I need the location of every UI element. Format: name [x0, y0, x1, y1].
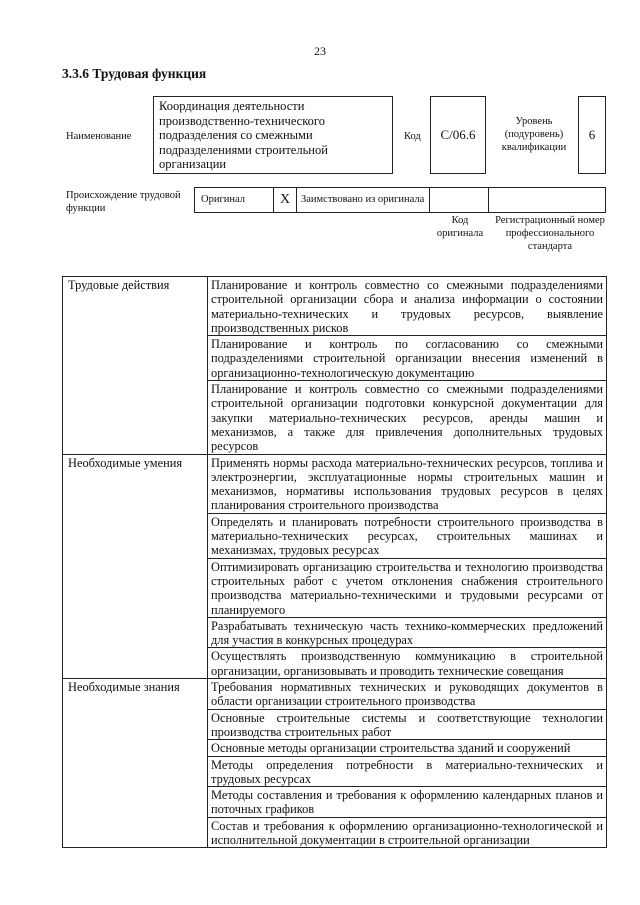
item-cell: Планирование и контроль по согласованию со смежными подразделениями строительной организации внесения изменений в организационно-технологическую документацию	[208, 336, 607, 381]
item-cell: Состав и требования к оформлению организационно-технологической и исполнительной документации в строительной организации	[208, 817, 607, 848]
original-mark-cell	[273, 187, 297, 213]
reg-number-cell	[488, 187, 606, 213]
item-cell: Основные методы организации строительства зданий и сооружений	[208, 740, 607, 756]
category-cell: Необходимые умения	[63, 454, 208, 678]
item-cell: Осуществлять производственную коммуникацию в строительной организации, организовывать и проводить технические совещания	[208, 648, 607, 679]
function-code-box: С/06.6	[430, 96, 486, 174]
code-label: Код	[404, 131, 421, 142]
item-cell: Оптимизировать организацию строительства и технологию производства строительных работ с учетом отклонения снабжения строительного производства материально-техническими и трудовыми ресурсами от планируемого	[208, 558, 607, 617]
category-cell: Трудовые действия	[63, 277, 208, 455]
original-label: Оригинал	[201, 194, 245, 205]
table-row	[63, 454, 607, 513]
item-cell: Применять нормы расхода материально-технических ресурсов, топлива и электроэнергии, эксплуатационные нормы строительных машин и механизмов, нормативы использования трудовых ресурсов в целях планирования строительного производства	[208, 454, 607, 513]
origin-label: Происхождение трудовой функции	[66, 190, 181, 214]
item-cell: Планирование и контроль совместно со смежными подразделениями строительной организации сбора и анализа информации о состоянии материально-технических и трудовых ресурсов, выявление производственных рисков	[208, 277, 607, 336]
item-cell: Методы составления и требования к оформлению календарных планов и поточных графиков	[208, 787, 607, 818]
table-row	[63, 277, 607, 336]
borrowed-cell	[296, 187, 430, 213]
page-number: 23	[314, 44, 326, 58]
table-row	[63, 679, 607, 710]
origin-row	[195, 187, 606, 213]
code-original-caption: Код оригинала	[436, 215, 484, 239]
item-cell: Требования нормативных технических и руководящих документов в области организации строительного производства	[208, 679, 607, 710]
section-title: 3.3.6 Трудовая функция	[62, 66, 207, 81]
code-original-cell	[429, 187, 489, 213]
category-cell: Необходимые знания	[63, 679, 208, 848]
item-cell: Разрабатывать техническую часть технико-коммерческих предложений для участия в конкурсных процедурах	[208, 617, 607, 648]
original-mark: X	[279, 192, 291, 207]
function-name-box: Координация деятельности производственно-технического подразделения со смежными подразделениями строительной организации	[153, 96, 393, 174]
level-label: Уровень (подуровень) квалификации	[501, 116, 567, 153]
reg-number-caption: Регистрационный номер профессионального стандарта	[495, 215, 605, 252]
item-cell: Основные строительные системы и соответствующие технологии производства строительных работ	[208, 709, 607, 740]
labor-function-table	[62, 276, 607, 848]
qualification-level-box: 6	[578, 96, 606, 174]
item-cell: Определять и планировать потребности строительного производства в материально-технических ресурсах, строительных машинах и механизмах, трудовых ресурсах	[208, 513, 607, 558]
original-cell	[194, 187, 274, 213]
borrowed-label: Заимствовано из оригинала	[301, 194, 425, 205]
item-cell: Планирование и контроль совместно со смежными подразделениями строительной организации подготовки конкурсной документации для закупки материально-технических ресурсов, аренды машин и механизмов, а также для привлечения дополнительных трудовых ресурсов	[208, 381, 607, 454]
item-cell: Методы определения потребности в материально-технических и трудовых ресурсах	[208, 756, 607, 787]
name-label: Наименование	[66, 131, 132, 142]
